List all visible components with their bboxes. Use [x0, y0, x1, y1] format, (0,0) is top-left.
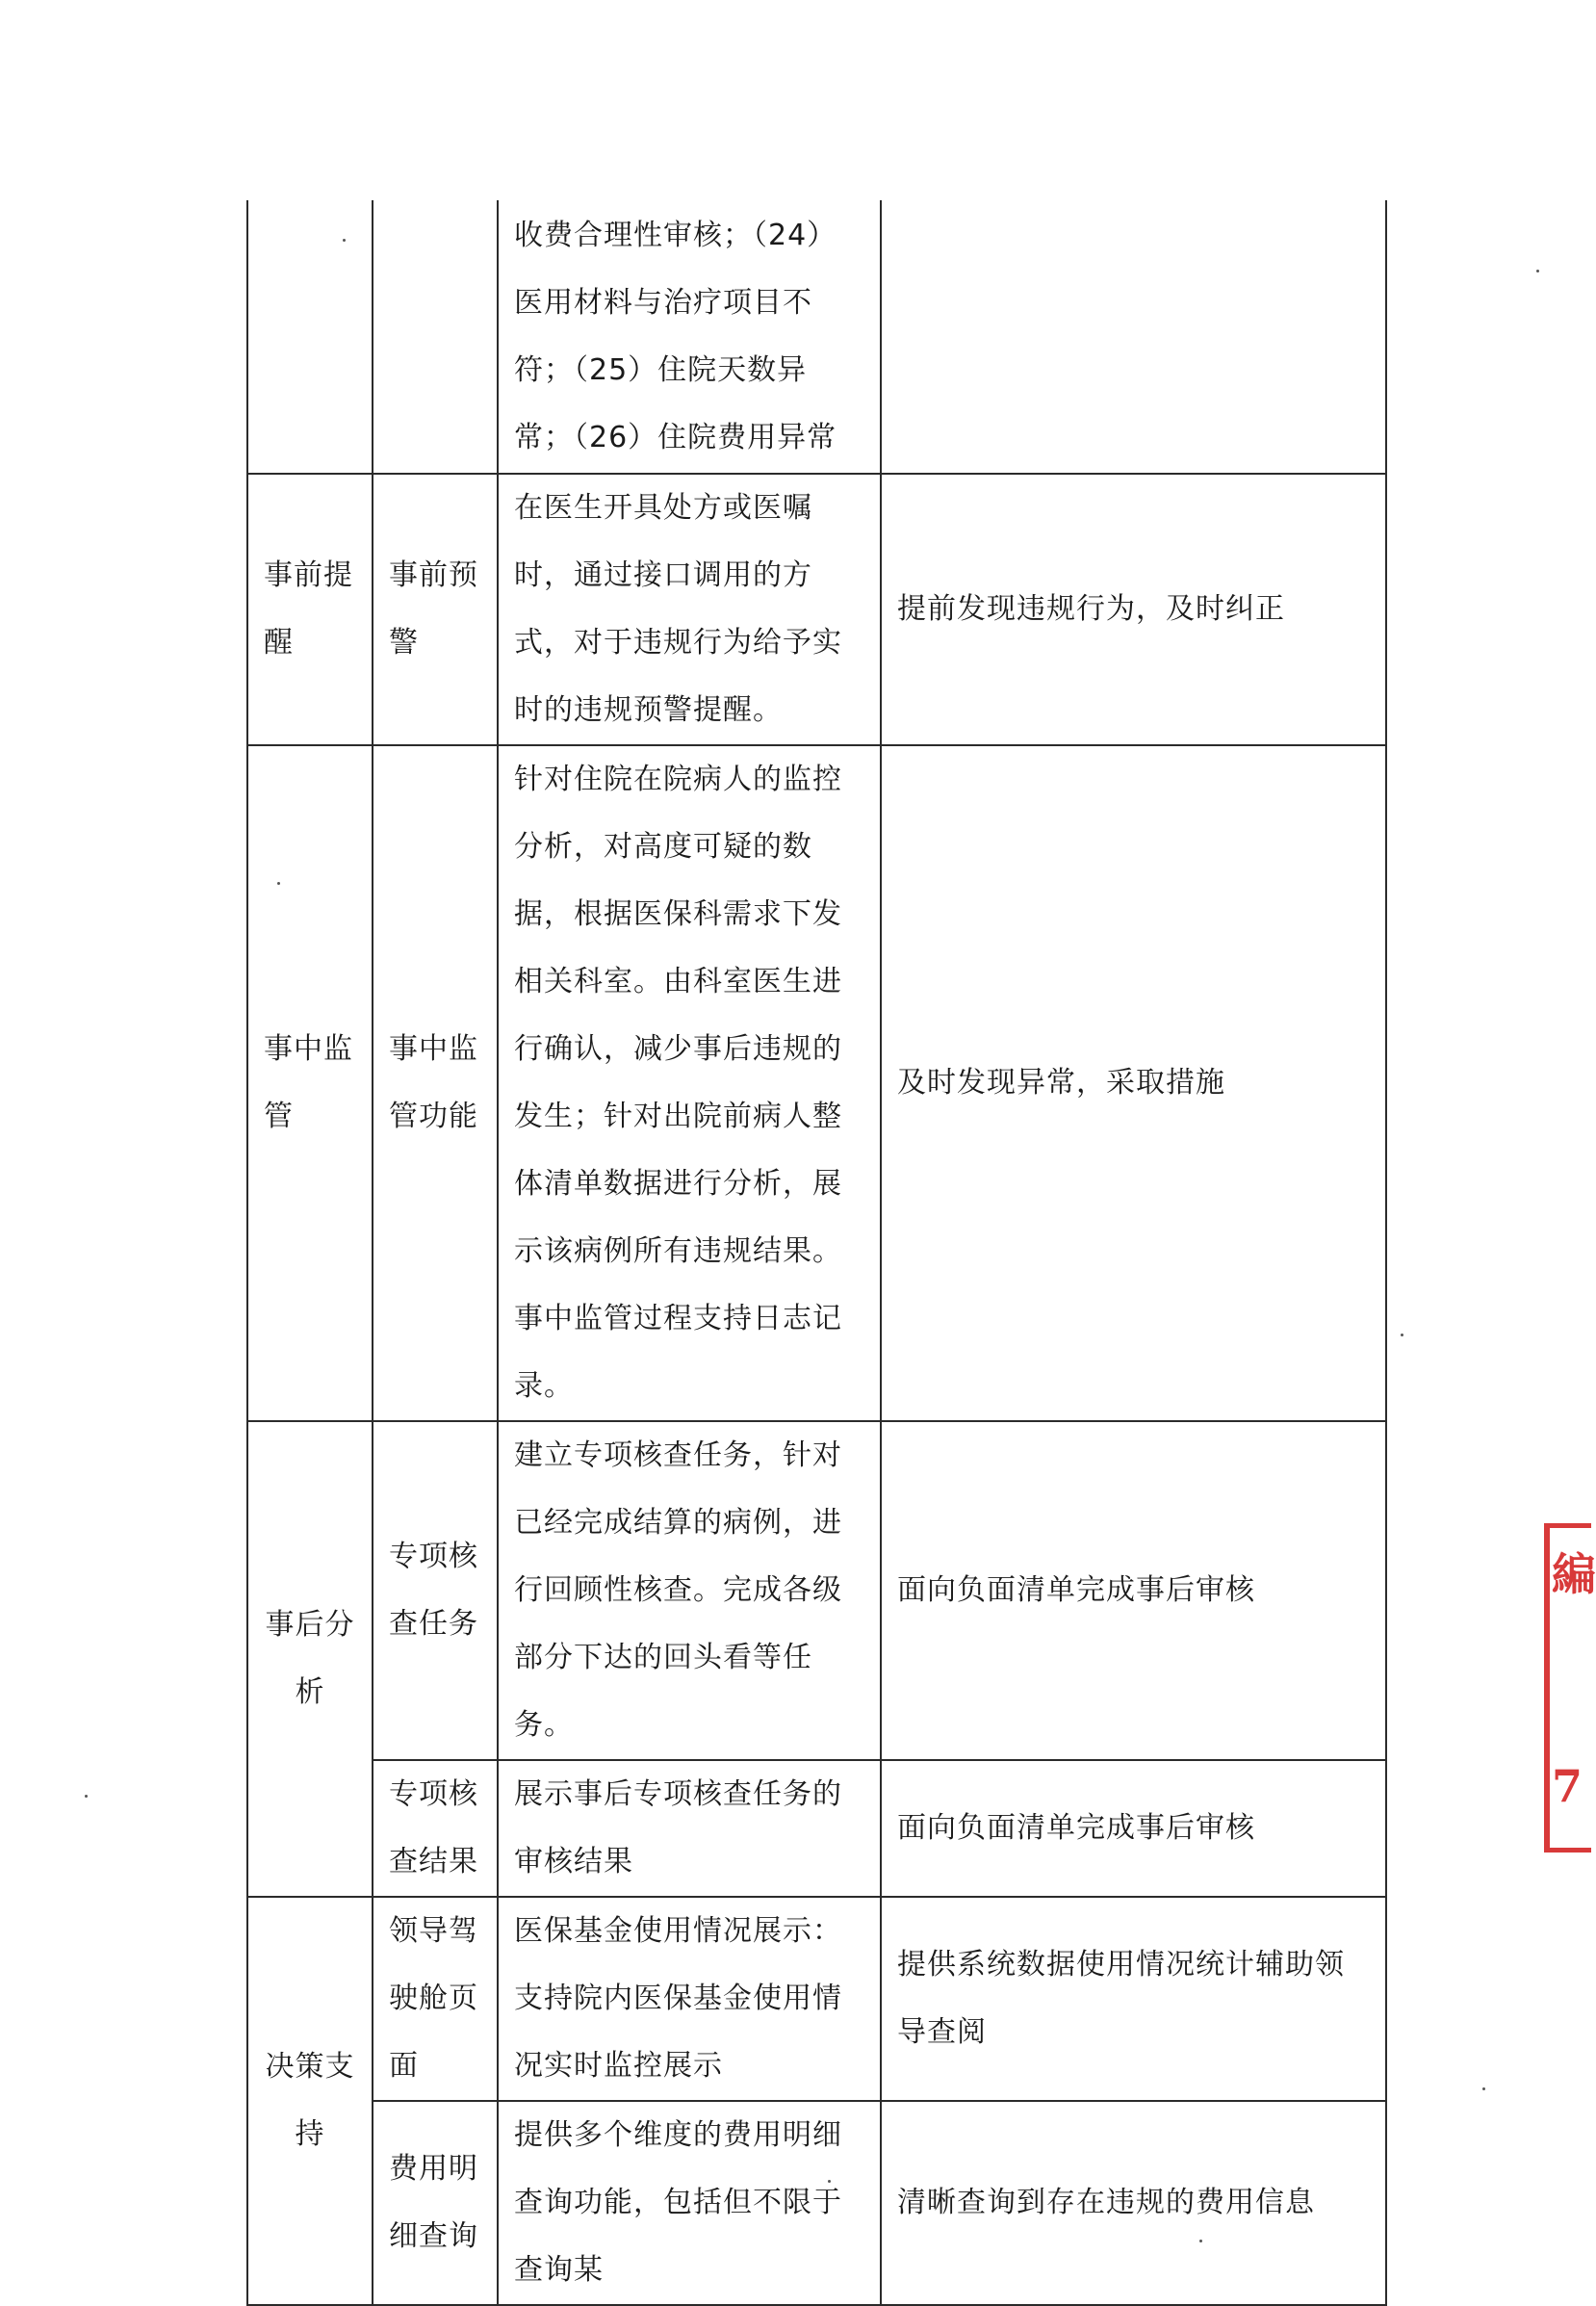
red-seal — [1538, 1523, 1596, 1853]
scan-speck — [1401, 1334, 1403, 1336]
effect-cell: 提前发现违规行为，及时纠正 — [881, 474, 1386, 745]
description-cell: 提供多个维度的费用明细查询功能，包括但不限于查询某 — [498, 2101, 881, 2305]
table-row — [247, 1760, 1386, 1897]
category-cell: 事前提醒 — [247, 474, 373, 745]
function-table — [246, 200, 1387, 2306]
table-row — [247, 1421, 1386, 1760]
effect-cell — [881, 200, 1386, 474]
function-cell — [373, 200, 498, 474]
description-cell: 展示事后专项核查任务的审核结果 — [498, 1760, 881, 1897]
effect-cell: 面向负面清单完成事后审核 — [881, 1760, 1386, 1897]
table-row — [247, 745, 1386, 1421]
table-row — [247, 474, 1386, 745]
scan-speck — [1199, 2240, 1202, 2242]
table-row — [247, 2101, 1386, 2305]
scan-speck — [277, 882, 280, 885]
table-row — [247, 1897, 1386, 2101]
description-cell: 建立专项核查任务，针对已经完成结算的病例，进行回顾性核查。完成各级部分下达的回头看等任务。 — [498, 1421, 881, 1760]
scan-speck — [1482, 2087, 1485, 2090]
category-cell: 事中监管 — [247, 745, 373, 1421]
category-cell: 事后分析 — [247, 1421, 373, 1897]
effect-cell: 提供系统数据使用情况统计辅助领导查阅 — [881, 1897, 1386, 2101]
description-cell: 医保基金使用情况展示：支持院内医保基金使用情况实时监控展示 — [498, 1897, 881, 2101]
function-cell: 费用明细查询 — [373, 2101, 498, 2305]
seal-glyph-bottom: 7 — [1552, 1760, 1583, 1812]
function-cell: 专项核查结果 — [373, 1760, 498, 1897]
description-cell: 针对住院在院病人的监控分析，对高度可疑的数据，根据医保科需求下发相关科室。由科室医生进行确认，减少事后违规的发生；针对出院前病人整体清单数据进行分析，展示该病例所有违规结果。事中监管过程支持日志记录。 — [498, 745, 881, 1421]
function-cell: 专项核查任务 — [373, 1421, 498, 1760]
seal-glyph-top: 編 — [1552, 1548, 1596, 1600]
function-cell: 领导驾驶舱页面 — [373, 1897, 498, 2101]
function-cell: 事前预警 — [373, 474, 498, 745]
description-cell: 在医生开具处方或医嘱时，通过接口调用的方式，对于违规行为给予实时的违规预警提醒。 — [498, 474, 881, 745]
scan-speck — [343, 239, 346, 242]
category-cell: 决策支持 — [247, 1897, 373, 2305]
table-row — [247, 200, 1386, 474]
effect-cell: 及时发现异常，采取措施 — [881, 745, 1386, 1421]
effect-cell: 面向负面清单完成事后审核 — [881, 1421, 1386, 1760]
description-cell: 收费合理性审核；（24）医用材料与治疗项目不符；（25）住院天数异常；（26）住院费用异常 — [498, 200, 881, 474]
category-cell — [247, 200, 373, 474]
scan-speck — [828, 2180, 831, 2183]
effect-cell: 清晰查询到存在违规的费用信息 — [881, 2101, 1386, 2305]
function-cell: 事中监管功能 — [373, 745, 498, 1421]
scan-speck — [85, 1795, 88, 1798]
scan-speck — [1536, 270, 1539, 272]
